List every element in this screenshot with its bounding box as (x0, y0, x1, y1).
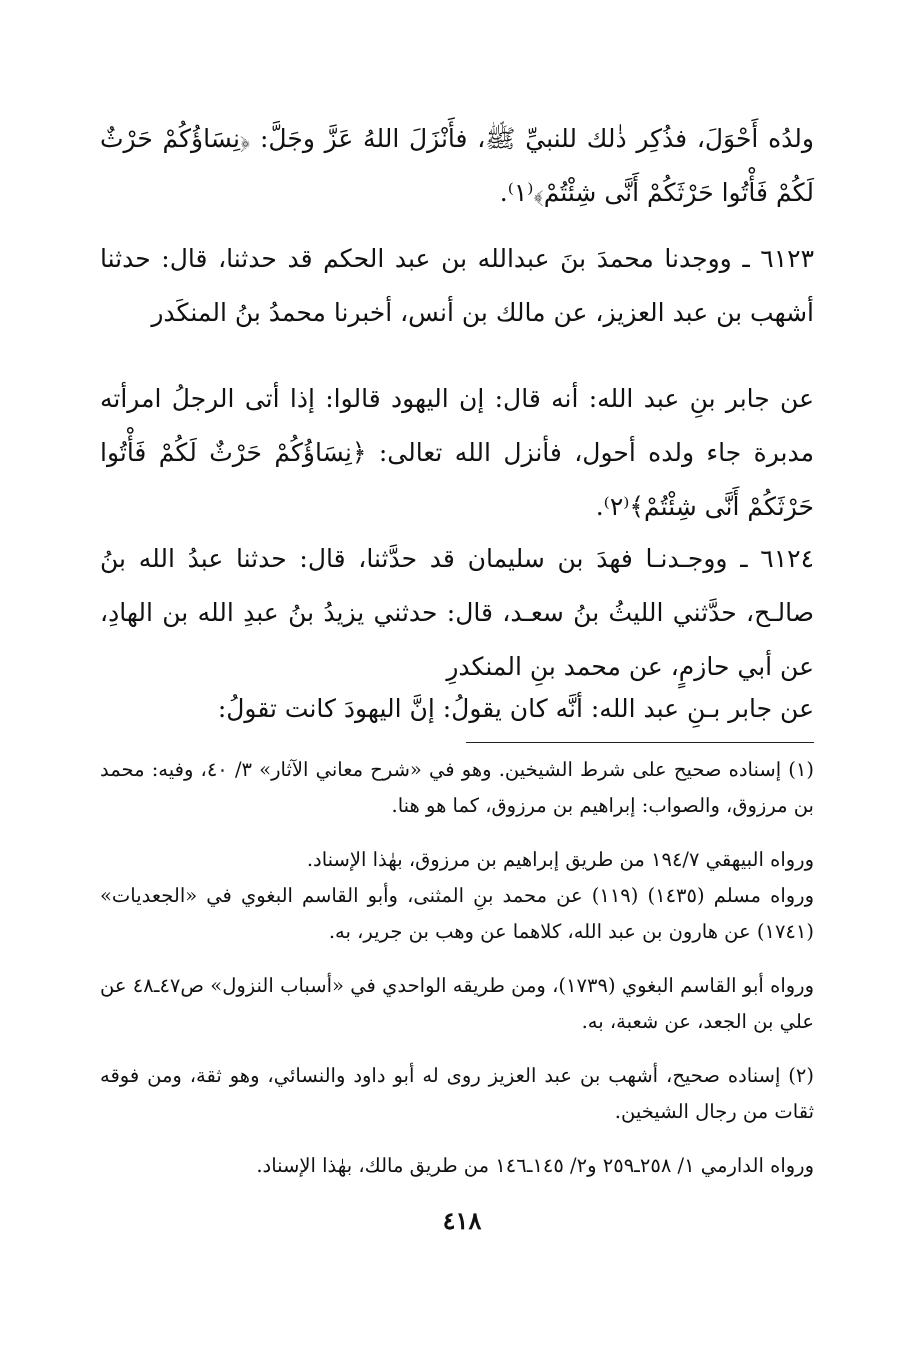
footnote-2-darimi: ورواه الدارمي ١/ ٢٥٨ـ٢٥٩ و٢/ ١٤٥ـ١٤٦ من طريق مالك، بهٰذا الإسناد. (256, 1154, 814, 1177)
paragraph-1: ولدُه أَحْوَلَ، فذُكِر ذٰلك للنبيِّ ﷺ، فأَنْزَلَ اللهُ عَزَّ وجَلَّ: ﴿نِسَاؤُكُمْ حَرْثٌ لَكُمْ فَأْتُوا حَرْثَكُمْ أَنَّى شِئْتُمْ﴾⁽١⁾. (100, 124, 814, 207)
footnote-1-muslim: ورواه مسلم (١٤٣٥) (١١٩) عن محمد بنِ المثنى، وأبو القاسم البغوي في «الجعديات» (١٧٤١) عن هارون بن عبد الله، كلاهما عن وهب بن جرير، به. (100, 884, 814, 943)
hadith-6124-isnad: ٦١٢٤ ـ ووجـدنـا فهدَ بن سليمان قد حدَّثنا، قال: حدثنا عبدُ الله بنُ صالـح، حدَّثني الليثُ بنُ سعـد، قال: حدثني يزيدُ بنُ عبدِ الله بن الهادِ، عن أبي حازمٍ، عن محمد بنِ المنكدرِ (100, 544, 814, 681)
footnote-1-bayhaqi: ورواه البيهقي ١٩٤/٧ من طريق إبراهيم بن مرزوق، بهٰذا الإسناد. (306, 848, 814, 871)
hadith-6123-matn: عن جابر بنِ عبد الله: أنه قال: إن اليهود قالوا: إذا أتى الرجلُ امرأته مدبرة جاء ولده أحول، فأنزل الله تعالى: ﴿نِسَاؤُكُمْ حَرْثٌ لَكُمْ فَأْتُوا حَرْثَكُمْ أَنَّى شِئْتُمْ﴾⁽٢⁾. (100, 384, 814, 521)
footnote-1-baghawi: ورواه أبو القاسم البغوي (١٧٣٩)، ومن طريقه الواحدي في «أسباب النزول» ص٤٧ـ٤٨ عن علي بن الجعد، عن شعبة، به. (100, 974, 814, 1033)
footnote-1: (١) إسناده صحيح على شرط الشيخين. وهو في «شرح معاني الآثار» ٣/ ٤٠، وفيه: محمد بن مرزوق، والصواب: إبراهيم بن مرزوق، كما هو هنا. (100, 758, 814, 817)
hadith-6123-isnad: ٦١٢٣ ـ ووجدنا محمدَ بنَ عبدالله بن عبد الحكم قد حدثنا، قال: حدثنا أشهب بن عبد العزيز، عن مالك بن أنس، أخبرنا محمدُ بنُ المنكَدر (100, 244, 814, 327)
footnote-2: (٢) إسناده صحيح، أشهب بن عبد العزيز روى له أبو داود والنسائي، وهو ثقة، ومن فوقه ثقات من رجال الشيخين. (100, 1064, 814, 1123)
footnote-separator (466, 742, 814, 743)
hadith-6124-matn: عن جابر بـنِ عبد الله: أنَّه كان يقولُ: إنَّ اليهودَ كانت تقولُ: (217, 694, 814, 723)
page-number: ٤١٨ (442, 1206, 482, 1235)
